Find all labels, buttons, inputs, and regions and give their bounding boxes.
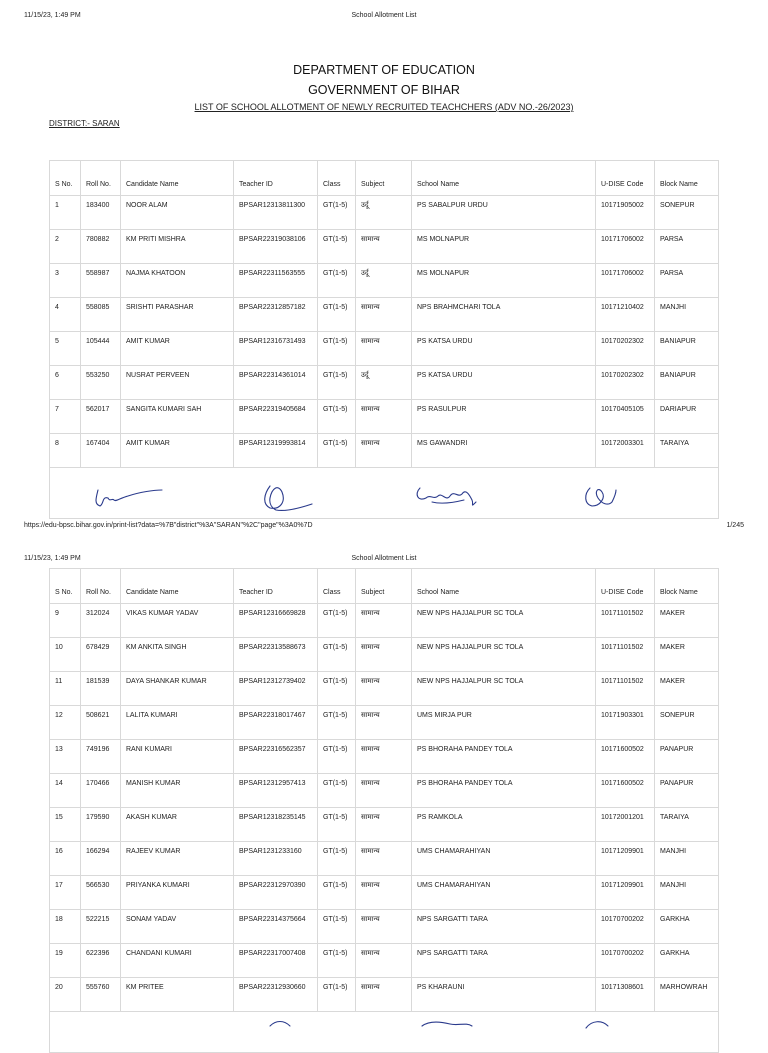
table-cell: GT(1-5)	[318, 978, 356, 1012]
table-row	[50, 638, 719, 672]
table-cell: DAYA SHANKAR KUMAR	[121, 672, 234, 706]
table-cell: BPSAR22317007408	[234, 944, 318, 978]
table-cell: 10171600502	[596, 740, 655, 774]
table-cell: PARSA	[655, 264, 719, 298]
table-cell: सामान्य	[356, 434, 412, 468]
table-cell: MANJHI	[655, 876, 719, 910]
table-cell: BPSAR22319038106	[234, 230, 318, 264]
table-row	[50, 604, 719, 638]
table-cell: 678429	[81, 638, 121, 672]
table-cell: सामान्य	[356, 604, 412, 638]
table-cell: GT(1-5)	[318, 230, 356, 264]
table-row	[50, 672, 719, 706]
table-cell: 15	[50, 808, 81, 842]
table-cell: 10172001201	[596, 808, 655, 842]
table-cell: VIKAS KUMAR YADAV	[121, 604, 234, 638]
table-cell: DARIAPUR	[655, 400, 719, 434]
table-row	[50, 706, 719, 740]
table-cell: MANISH KUMAR	[121, 774, 234, 808]
table-cell: GT(1-5)	[318, 774, 356, 808]
table-cell: BPSAR22316562357	[234, 740, 318, 774]
table-cell: 6	[50, 366, 81, 400]
table-cell: सामान्य	[356, 638, 412, 672]
table-cell: BPSAR22314375664	[234, 910, 318, 944]
table-cell: GT(1-5)	[318, 366, 356, 400]
government-title: GOVERNMENT OF BIHAR	[308, 83, 460, 97]
table-row	[50, 978, 719, 1012]
table-cell: BPSAR12318235145	[234, 808, 318, 842]
table-cell: MAKER	[655, 672, 719, 706]
table-row	[50, 808, 719, 842]
table-cell: सामान्य	[356, 876, 412, 910]
table-cell: NEW NPS HAJJALPUR SC TOLA	[412, 604, 596, 638]
table-cell: NOOR ALAM	[121, 196, 234, 230]
table-cell: सामान्य	[356, 672, 412, 706]
col-header: Class	[318, 161, 356, 196]
table-cell: GT(1-5)	[318, 298, 356, 332]
table-cell: GT(1-5)	[318, 842, 356, 876]
table-cell: PANAPUR	[655, 740, 719, 774]
table-cell: सामान्य	[356, 740, 412, 774]
table-cell: MS GAWANDRI	[412, 434, 596, 468]
col-header: Teacher ID	[234, 569, 318, 604]
table-cell: GT(1-5)	[318, 910, 356, 944]
table-cell: NPS SARGATTI TARA	[412, 910, 596, 944]
table-cell: सामान्य	[356, 978, 412, 1012]
table-cell: 10171101502	[596, 638, 655, 672]
table-cell: PS RASULPUR	[412, 400, 596, 434]
table-row	[50, 196, 719, 230]
table-cell: 17	[50, 876, 81, 910]
table-cell: 749196	[81, 740, 121, 774]
table-cell: UMS CHAMARAHIYAN	[412, 842, 596, 876]
table-cell: 622396	[81, 944, 121, 978]
print-datetime-page2: 11/15/23, 1:49 PM	[24, 555, 81, 562]
table-cell: 3	[50, 264, 81, 298]
table-cell: 508621	[81, 706, 121, 740]
table-row	[50, 910, 719, 944]
table-cell: 1	[50, 196, 81, 230]
table-cell: सामान्य	[356, 910, 412, 944]
table-cell: BPSAR22311563555	[234, 264, 318, 298]
table-cell: सामान्य	[356, 230, 412, 264]
col-header: Class	[318, 569, 356, 604]
table-cell: 18	[50, 910, 81, 944]
table-cell: 19	[50, 944, 81, 978]
table-cell: 181539	[81, 672, 121, 706]
table-cell: MANJHI	[655, 842, 719, 876]
table-cell: सामान्य	[356, 706, 412, 740]
table-cell: 5	[50, 332, 81, 366]
table-cell: SONEPUR	[655, 196, 719, 230]
table-cell: GARKHA	[655, 944, 719, 978]
table-cell: PS KHARAUNI	[412, 978, 596, 1012]
table-cell: 558085	[81, 298, 121, 332]
table-row	[50, 264, 719, 298]
print-title: School Allotment List	[351, 12, 417, 19]
table-cell: PS BHORAHA PANDEY TOLA	[412, 774, 596, 808]
table-cell: 566530	[81, 876, 121, 910]
col-header: School Name	[412, 161, 596, 196]
table-cell: AKASH KUMAR	[121, 808, 234, 842]
col-header: Roll No.	[81, 161, 121, 196]
table-cell: 170466	[81, 774, 121, 808]
table-cell: 20	[50, 978, 81, 1012]
table-row	[50, 740, 719, 774]
table-cell: RANI KUMARI	[121, 740, 234, 774]
table-cell: BPSAR12316731493	[234, 332, 318, 366]
table-cell: TARAIYA	[655, 434, 719, 468]
table-cell: 12	[50, 706, 81, 740]
table-cell: PS KATSA URDU	[412, 366, 596, 400]
table-cell: उर्दू	[356, 196, 412, 230]
table-cell: BPSAR12312739402	[234, 672, 318, 706]
table-cell: सामान्य	[356, 298, 412, 332]
table-cell: GT(1-5)	[318, 706, 356, 740]
table-cell: 10172003301	[596, 434, 655, 468]
table-cell: BPSAR22313588673	[234, 638, 318, 672]
table-cell: 16	[50, 842, 81, 876]
table-cell: PS SABALPUR URDU	[412, 196, 596, 230]
table-cell: SONAM YADAV	[121, 910, 234, 944]
table-cell: 2	[50, 230, 81, 264]
table-cell: NPS BRAHMCHARI TOLA	[412, 298, 596, 332]
table-cell: NPS SARGATTI TARA	[412, 944, 596, 978]
signature-cell	[50, 468, 719, 519]
table-cell: NAJMA KHATOON	[121, 264, 234, 298]
district-label: DISTRICT:- SARAN	[49, 119, 120, 128]
table-cell: PS KATSA URDU	[412, 332, 596, 366]
table-cell: सामान्य	[356, 808, 412, 842]
print-datetime: 11/15/23, 1:49 PM	[24, 12, 81, 19]
department-title: DEPARTMENT OF EDUCATION	[293, 63, 475, 77]
table-cell: 10171706002	[596, 264, 655, 298]
table-cell: MANJHI	[655, 298, 719, 332]
table-cell: 8	[50, 434, 81, 468]
table-cell: 4	[50, 298, 81, 332]
table-cell: MS MOLNAPUR	[412, 264, 596, 298]
table-cell: NEW NPS HAJJALPUR SC TOLA	[412, 638, 596, 672]
table-cell: BPSAR1231233160	[234, 842, 318, 876]
table-cell: 183400	[81, 196, 121, 230]
table-cell: 10170202302	[596, 366, 655, 400]
officer-signatures-partial	[50, 1012, 717, 1052]
table-cell: सामान्य	[356, 944, 412, 978]
table-cell: GT(1-5)	[318, 400, 356, 434]
table-row	[50, 230, 719, 264]
table-cell: BPSAR12312957413	[234, 774, 318, 808]
table-cell: 555760	[81, 978, 121, 1012]
table-cell: सामान्य	[356, 332, 412, 366]
table-cell: उर्दू	[356, 366, 412, 400]
table-cell: GARKHA	[655, 910, 719, 944]
signature-row	[50, 468, 719, 519]
col-header: U-DISE Code	[596, 569, 655, 604]
table-cell: GT(1-5)	[318, 944, 356, 978]
table-cell: 11	[50, 672, 81, 706]
table-cell: SANGITA KUMARI SAH	[121, 400, 234, 434]
col-header: School Name	[412, 569, 596, 604]
table-cell: PARSA	[655, 230, 719, 264]
table-row	[50, 876, 719, 910]
table-cell: NEW NPS HAJJALPUR SC TOLA	[412, 672, 596, 706]
table-cell: उर्दू	[356, 264, 412, 298]
table-cell: PRIYANKA KUMARI	[121, 876, 234, 910]
table-cell: UMS CHAMARAHIYAN	[412, 876, 596, 910]
table-cell: KM PRITEE	[121, 978, 234, 1012]
table-cell: GT(1-5)	[318, 434, 356, 468]
table-cell: PANAPUR	[655, 774, 719, 808]
table-row	[50, 434, 719, 468]
table-cell: MAKER	[655, 604, 719, 638]
table-cell: 522215	[81, 910, 121, 944]
table-row	[50, 366, 719, 400]
officer-signatures	[50, 468, 717, 518]
table-cell: 7	[50, 400, 81, 434]
table-body	[50, 196, 719, 468]
table-cell: SRISHTI PARASHAR	[121, 298, 234, 332]
signature-cell	[50, 1012, 719, 1053]
col-header: S No.	[50, 161, 81, 196]
table-cell: 10171209901	[596, 842, 655, 876]
table-cell: GT(1-5)	[318, 196, 356, 230]
table-cell: GT(1-5)	[318, 808, 356, 842]
table-cell: BPSAR22319405684	[234, 400, 318, 434]
table-cell: BPSAR22314361014	[234, 366, 318, 400]
footer-page-number: 1/245	[726, 522, 744, 529]
table-cell: 10171209901	[596, 876, 655, 910]
table-cell: 562017	[81, 400, 121, 434]
table-cell: BPSAR12319993814	[234, 434, 318, 468]
table-cell: 10171903301	[596, 706, 655, 740]
footer-url: https://edu-bpsc.bihar.gov.in/print-list?data=%7B"district"%3A"SARAN"%2C"page"%3A0%7D	[24, 522, 313, 529]
col-header: Subject	[356, 161, 412, 196]
table-cell: RAJEEV KUMAR	[121, 842, 234, 876]
table-cell: 10171706002	[596, 230, 655, 264]
table-cell: 14	[50, 774, 81, 808]
table-cell: 10170405105	[596, 400, 655, 434]
col-header: Teacher ID	[234, 161, 318, 196]
table-cell: 9	[50, 604, 81, 638]
table-cell: 10171600502	[596, 774, 655, 808]
table-cell: 10171210402	[596, 298, 655, 332]
table-cell: GT(1-5)	[318, 604, 356, 638]
col-header: S No.	[50, 569, 81, 604]
table-cell: 10171101502	[596, 604, 655, 638]
table-cell: 13	[50, 740, 81, 774]
table-cell: सामान्य	[356, 774, 412, 808]
table-cell: 167404	[81, 434, 121, 468]
table-header-row	[50, 569, 719, 604]
list-subtitle: LIST OF SCHOOL ALLOTMENT OF NEWLY RECRUITED TEACHCHERS (ADV NO.-26/2023)	[194, 102, 574, 112]
table-cell: PS RAMKOLA	[412, 808, 596, 842]
table-cell: BANIAPUR	[655, 332, 719, 366]
table-row	[50, 400, 719, 434]
table-cell: सामान्य	[356, 400, 412, 434]
table-cell: 10171308601	[596, 978, 655, 1012]
table-cell: GT(1-5)	[318, 264, 356, 298]
table-cell: NUSRAT PERVEEN	[121, 366, 234, 400]
table-cell: 553250	[81, 366, 121, 400]
table-cell: KM PRITI MISHRA	[121, 230, 234, 264]
table-cell: PS BHORAHA PANDEY TOLA	[412, 740, 596, 774]
table-cell: 105444	[81, 332, 121, 366]
print-title-page2: School Allotment List	[351, 555, 417, 562]
table-cell: AMIT KUMAR	[121, 332, 234, 366]
table-cell: BPSAR22312857182	[234, 298, 318, 332]
table-cell: 10	[50, 638, 81, 672]
col-header: Block Name	[655, 569, 719, 604]
table-cell: BANIAPUR	[655, 366, 719, 400]
table-cell: SONEPUR	[655, 706, 719, 740]
table-cell: BPSAR12313811300	[234, 196, 318, 230]
table-cell: GT(1-5)	[318, 876, 356, 910]
col-header: U-DISE Code	[596, 161, 655, 196]
table-cell: BPSAR22318017467	[234, 706, 318, 740]
table-row	[50, 298, 719, 332]
table-cell: LALITA KUMARI	[121, 706, 234, 740]
table-cell: 312024	[81, 604, 121, 638]
table-cell: CHANDANI KUMARI	[121, 944, 234, 978]
table-cell: 179590	[81, 808, 121, 842]
table-cell: 10171101502	[596, 672, 655, 706]
table-cell: BPSAR12316669828	[234, 604, 318, 638]
table-cell: AMIT KUMAR	[121, 434, 234, 468]
col-header: Block Name	[655, 161, 719, 196]
table-cell: 10170700202	[596, 944, 655, 978]
table-cell: 558987	[81, 264, 121, 298]
table-row	[50, 332, 719, 366]
allotment-table-page1	[49, 160, 719, 519]
table-cell: 10171905002	[596, 196, 655, 230]
table-cell: सामान्य	[356, 842, 412, 876]
table-row	[50, 842, 719, 876]
table-cell: GT(1-5)	[318, 332, 356, 366]
table-cell: UMS MIRJA PUR	[412, 706, 596, 740]
table-cell: MS MOLNAPUR	[412, 230, 596, 264]
table-cell: BPSAR22312930660	[234, 978, 318, 1012]
table-header-row	[50, 161, 719, 196]
allotment-table-page2	[49, 568, 719, 1053]
table-cell: TARAIYA	[655, 808, 719, 842]
table-cell: KM ANKITA SINGH	[121, 638, 234, 672]
table-cell: 780882	[81, 230, 121, 264]
table-cell: GT(1-5)	[318, 672, 356, 706]
table-row	[50, 774, 719, 808]
col-header: Candidate Name	[121, 569, 234, 604]
signature-row	[50, 1012, 719, 1053]
table-cell: 166294	[81, 842, 121, 876]
table-cell: BPSAR22312970390	[234, 876, 318, 910]
col-header: Candidate Name	[121, 161, 234, 196]
col-header: Subject	[356, 569, 412, 604]
table-cell: 10170700202	[596, 910, 655, 944]
table-cell: 10170202302	[596, 332, 655, 366]
table-cell: GT(1-5)	[318, 740, 356, 774]
col-header: Roll No.	[81, 569, 121, 604]
table-body	[50, 604, 719, 1012]
table-row	[50, 944, 719, 978]
table-cell: GT(1-5)	[318, 638, 356, 672]
table-cell: MAKER	[655, 638, 719, 672]
table-cell: MARHOWRAH	[655, 978, 719, 1012]
